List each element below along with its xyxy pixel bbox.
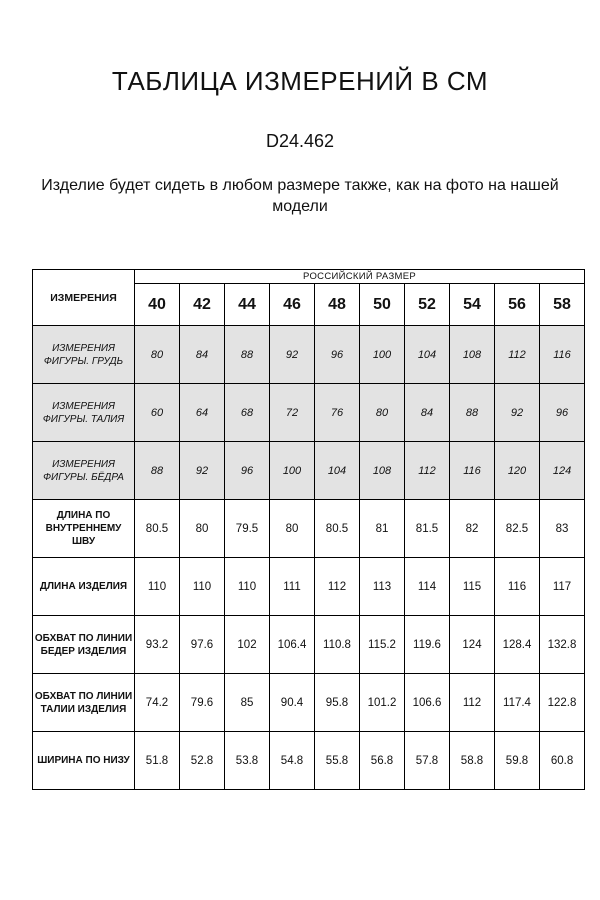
table-cell: 110 (225, 558, 270, 616)
table-cell: 60.8 (540, 732, 585, 790)
table-cell: 124 (450, 616, 495, 674)
table-row (33, 674, 585, 732)
table-cell: 106.6 (405, 674, 450, 732)
table-cell: 58.8 (450, 732, 495, 790)
row-label: ИЗМЕРЕНИЯ ФИГУРЫ. ТАЛИЯ (33, 384, 135, 442)
size-table-body (33, 270, 585, 790)
table-row (33, 442, 585, 500)
table-cell: 102 (225, 616, 270, 674)
table-cell: 95.8 (315, 674, 360, 732)
table-cell: 116 (450, 442, 495, 500)
table-cell: 81 (360, 500, 405, 558)
table-cell: 90.4 (270, 674, 315, 732)
table-cell: 112 (405, 442, 450, 500)
table-cell: 108 (450, 326, 495, 384)
table-cell: 64 (180, 384, 225, 442)
table-cell: 85 (225, 674, 270, 732)
table-cell: 104 (315, 442, 360, 500)
table-cell: 84 (180, 326, 225, 384)
table-cell: 74.2 (135, 674, 180, 732)
table-cell: 72 (270, 384, 315, 442)
header-group-row (33, 270, 585, 284)
table-row (33, 384, 585, 442)
table-cell: 80 (360, 384, 405, 442)
table-cell: 88 (450, 384, 495, 442)
table-cell: 53.8 (225, 732, 270, 790)
table-cell: 54.8 (270, 732, 315, 790)
table-cell: 84 (405, 384, 450, 442)
table-cell: 101.2 (360, 674, 405, 732)
table-cell: 96 (540, 384, 585, 442)
table-cell: 55.8 (315, 732, 360, 790)
table-cell: 113 (360, 558, 405, 616)
table-row (33, 326, 585, 384)
size-header-cell: 48 (315, 284, 360, 326)
table-cell: 56.8 (360, 732, 405, 790)
table-cell: 59.8 (495, 732, 540, 790)
table-cell: 106.4 (270, 616, 315, 674)
table-cell: 117.4 (495, 674, 540, 732)
table-cell: 51.8 (135, 732, 180, 790)
size-header-cell: 40 (135, 284, 180, 326)
size-header-cell: 46 (270, 284, 315, 326)
table-cell: 79.5 (225, 500, 270, 558)
table-cell: 92 (180, 442, 225, 500)
page-title: ТАБЛИЦА ИЗМЕРЕНИЙ В СМ (111, 66, 489, 96)
table-cell: 116 (540, 326, 585, 384)
table-cell: 52.8 (180, 732, 225, 790)
table-cell: 60 (135, 384, 180, 442)
table-cell: 120 (495, 442, 540, 500)
fit-note: Изделие будет сидеть в любом размере также, как на фото на нашей модели (41, 177, 559, 215)
size-header-cell: 42 (180, 284, 225, 326)
table-cell: 112 (315, 558, 360, 616)
size-header-cell: 44 (225, 284, 270, 326)
table-cell: 96 (225, 442, 270, 500)
table-cell: 132.8 (540, 616, 585, 674)
table-row (33, 558, 585, 616)
table-cell: 80.5 (135, 500, 180, 558)
size-group-label: РОССИЙСКИЙ РАЗМЕР (135, 270, 585, 284)
table-cell: 117 (540, 558, 585, 616)
row-label: ШИРИНА ПО НИЗУ (33, 732, 135, 790)
table-row (33, 732, 585, 790)
table-cell: 80 (135, 326, 180, 384)
row-label: ДЛИНА ПО ВНУТРЕННЕМУ ШВУ (33, 500, 135, 558)
row-label: ОБХВАТ ПО ЛИНИИ БЕДЕР ИЗДЕЛИЯ (33, 616, 135, 674)
table-cell: 82 (450, 500, 495, 558)
table-cell: 128.4 (495, 616, 540, 674)
size-header-cell: 50 (360, 284, 405, 326)
table-cell: 114 (405, 558, 450, 616)
table-cell: 108 (360, 442, 405, 500)
table-cell: 83 (540, 500, 585, 558)
table-cell: 57.8 (405, 732, 450, 790)
table-cell: 119.6 (405, 616, 450, 674)
table-cell: 115 (450, 558, 495, 616)
table-cell: 81.5 (405, 500, 450, 558)
table-cell: 80 (270, 500, 315, 558)
table-cell: 112 (495, 326, 540, 384)
table-cell: 100 (360, 326, 405, 384)
corner-label: ИЗМЕРЕНИЯ (33, 270, 135, 326)
table-cell: 92 (495, 384, 540, 442)
table-cell: 115.2 (360, 616, 405, 674)
table-cell: 88 (135, 442, 180, 500)
table-cell: 68 (225, 384, 270, 442)
row-label: ИЗМЕРЕНИЯ ФИГУРЫ. ГРУДЬ (33, 326, 135, 384)
table-cell: 124 (540, 442, 585, 500)
table-cell: 111 (270, 558, 315, 616)
table-cell: 96 (315, 326, 360, 384)
article-code: D24.462 (265, 131, 335, 151)
table-cell: 110.8 (315, 616, 360, 674)
size-header-cell: 58 (540, 284, 585, 326)
table-cell: 122.8 (540, 674, 585, 732)
table-cell: 80 (180, 500, 225, 558)
table-cell: 100 (270, 442, 315, 500)
table-cell: 93.2 (135, 616, 180, 674)
size-table (32, 269, 585, 790)
table-cell: 110 (180, 558, 225, 616)
size-header-cell: 52 (405, 284, 450, 326)
table-cell: 88 (225, 326, 270, 384)
table-cell: 80.5 (315, 500, 360, 558)
table-cell: 97.6 (180, 616, 225, 674)
row-label: ИЗМЕРЕНИЯ ФИГУРЫ. БЁДРА (33, 442, 135, 500)
table-cell: 112 (450, 674, 495, 732)
table-row (33, 616, 585, 674)
table-cell: 110 (135, 558, 180, 616)
table-cell: 79.6 (180, 674, 225, 732)
table-cell: 92 (270, 326, 315, 384)
table-row (33, 500, 585, 558)
row-label: ДЛИНА ИЗДЕЛИЯ (33, 558, 135, 616)
row-label: ОБХВАТ ПО ЛИНИИ ТАЛИИ ИЗДЕЛИЯ (33, 674, 135, 732)
table-cell: 76 (315, 384, 360, 442)
size-header-cell: 54 (450, 284, 495, 326)
table-cell: 116 (495, 558, 540, 616)
size-header-cell: 56 (495, 284, 540, 326)
table-cell: 82.5 (495, 500, 540, 558)
table-cell: 104 (405, 326, 450, 384)
